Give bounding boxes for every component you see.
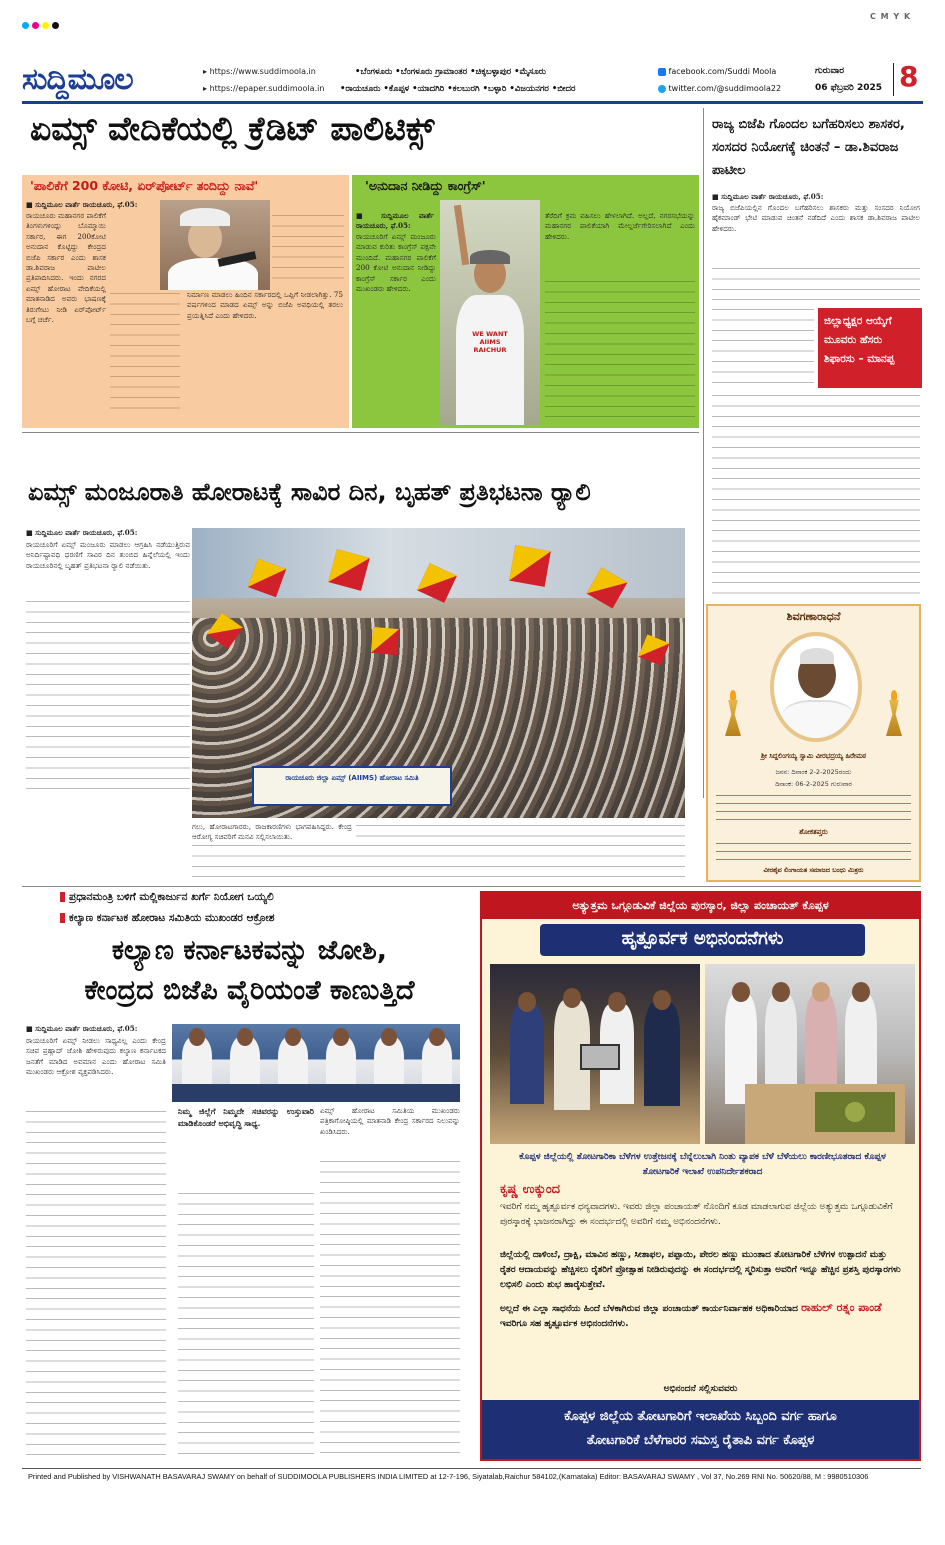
lamp-icon-left <box>724 690 742 740</box>
story2-byline: ■ ಸುದ್ದಿಮೂಲ ವಾರ್ತೆ ರಾಯಚೂರು, ಫೆ.05: <box>26 528 138 537</box>
story2-caption-text: ಗಲು, ಹೋರಾಟಗಾರರು, ರಾಜಕಾರಣಿಗಳು ಭಾಗವಹಿಸಿದ್ದರು. ಕೇಂದ್ರ ಆರೋಗ್ಯ ಸಚಿವರಿಗೆ ಮನವಿ ಸಲ್ಲಿಸಲಾಯಿತು. <box>192 822 352 842</box>
story1-headline <box>30 109 700 149</box>
story1-mid-column-lines <box>272 212 344 282</box>
story2-column-lines <box>26 598 190 796</box>
twitter-text: twitter.com/@suddimoola22 <box>668 84 782 93</box>
bullet-icon <box>60 913 65 923</box>
facebook-text: facebook.com/Suddi Moola <box>668 67 777 76</box>
story3-column-lines-c <box>320 1158 460 1460</box>
obituary-name: ಶ್ರೀ ಸಿದ್ದಲಿಂಗಯ್ಯ ಸ್ವಾಮಿ ವೀರಭದ್ರಯ್ಯ ಹಿರೇಮಠ <box>760 752 867 760</box>
ad-paragraph-4a: ಅಲ್ಲದೆ ಈ ಎಲ್ಲಾ ಸಾಧನೆಯ ಹಿಂದೆ ಬೆಳಕಾಗಿರುವ ಜಿಲ್ಲಾ ಪಂಚಾಯತ್ ಕಾರ್ಯನಿರ್ವಾಹಕ ಅಧಿಕಾರಿಯಾದ <box>500 1304 798 1314</box>
obituary-portrait <box>770 632 862 742</box>
speaker-photo-right <box>440 200 540 425</box>
editions-row-2: •ರಾಯಚೂರು •ಕೊಪ್ಪಳ •ಯಾದಗಿರಿ •ಕಲಬುರಗಿ •ಬಳ್ಳಾರಿ •ವಿಜಯನಗರ •ಬೀದರ <box>340 84 576 94</box>
imprint-rule <box>22 1468 921 1469</box>
story1-mid-text: ನಿರ್ಮಾಣ ಮಾಡಲು ಹಿಂದಿನ ಸರ್ಕಾರದಲ್ಲಿ ಒಪ್ಪಿಗೆ ನೀಡಲಾಗಿತ್ತು. 75 ವರ್ಷಗಳಿಂದ ಮಾಡದ ಏಮ್ಸ್ ಅನ್ನು ಬಿಜೆಪಿ ಅವಧಿಯಲ್ಲಿ ತರಲು ಪ್ರಯತ್ನಿಸಿದೆ ಎಂದು ಹೇಳಿದರು. <box>187 290 343 320</box>
ad-from-label: ಅಭಿನಂದನೆ ಸಲ್ಲಿಸುವವರು <box>663 1384 738 1394</box>
press-conference-photo <box>172 1024 460 1102</box>
story3-bullet-2-text: ಕಲ್ಯಾಣ ಕರ್ನಾಟಕ ಹೋರಾಟ ಸಮಿತಿಯ ಮುಖಂಡರ ಆಕ್ರೋಶ <box>69 912 275 924</box>
bullet-icon <box>60 892 65 902</box>
ad-paragraph-3: ಜಿಲ್ಲೆಯಲ್ಲಿ ದಾಳಿಂಬೆ, ದ್ರಾಕ್ಷಿ, ಮಾವಿನ ಹಣ್ಣು, ಸೀತಾಫಲ, ಪಪ್ಪಾಯಿ, ಪೇರಲ ಹಣ್ಣು ಮುಂತಾದ ತೋಟಗಾರಿಕೆ ಬೆಳೆಗಳ ಉತ್ಪಾದನೆ ಮತ್ತು ರೈತರ ಆದಾಯವನ್ನು ಹೆಚ್ಚಿಸಲು ರೈತರಿಗೆ ಪ್ರೋತ್ಸಾಹ ನೀಡಿರುವುದನ್ನು ಈ ಸಂದರ್ಭದಲ್ಲಿ ಸ್ಮರಿಸುತ್ತಾ ಅವರಿಗೆ ಇನ್ನೂ ಹೆಚ್ಚಿನ ಪ್ರಶಸ್ತಿ ಪುರಸ್ಕಾರಗಳು ಲಭಿಸಲಿ ಎಂದು ಶುಭ ಹಾರೈಸುತ್ತೇವೆ. <box>500 1250 901 1290</box>
story1-right-column-lines <box>545 278 695 423</box>
ad-photo-inspection <box>705 964 915 1144</box>
story3-bullet-1 <box>60 891 274 904</box>
issue-date: 06 ಫೆಬ್ರವರಿ 2025 <box>815 83 882 93</box>
story1-right-mid-text: ತೆರೆದಿಗೆ ಕ್ರಮ ವಹಿಸಲು ಹೇಳಲಾಗಿದೆ. ಅಲ್ಲದೆ, ನಗರಸಭೆಯನ್ನು ಮಹಾನಗರ ಪಾಲಿಕೆಯಾಗಿ ಮೇಲ್ದರ್ಜೆಗೇರಿಸಲಾಗಿದೆ ಎಂದು ಹೇಳಿದರು. <box>545 211 695 241</box>
story3-bullet-1-text: ಪ್ರಧಾನಮಂತ್ರಿ ಬಳಿಗೆ ಮಲ್ಲಿಕಾರ್ಜುನ ಖರ್ಗೆ ನಿಯೋಗ ಒಯ್ಯಲಿ <box>69 891 274 903</box>
story3-text2: ಏಮ್ಸ್ ಹೋರಾಟ ಸಮಿತಿಯ ಮುಖಂಡರು ಪತ್ರಿಕಾಗೋಷ್ಠಿಯಲ್ಲಿ ಮಾತನಾಡಿ ಕೇಂದ್ರ ಸರ್ಕಾರದ ನಿಲುವನ್ನು ಖಂಡಿಸಿದರು. <box>320 1106 460 1136</box>
editions-row-1: •ಬೆಂಗಳೂರು •ಬೆಂಗಳೂರು ಗ್ರಾಮಾಂತರ •ಚಿಕ್ಕಬಳ್ಳಾಪುರ •ಮೈಸೂರು <box>355 67 546 77</box>
obituary-family-label: ಶೋಕತಪ್ತರು <box>799 828 828 836</box>
story1-right-kicker: 'ಅನುದಾನ ನೀಡಿದ್ದು ಕಾಂಗ್ರೆಸ್' <box>365 178 486 193</box>
website-url-text: https://www.suddimoola.in <box>209 67 316 76</box>
story1-bottom-rule <box>22 432 699 433</box>
story3-headline-line2: ಕೇಂದ್ರದ ಬಿಜೆಪಿ ವೈರಿಯಂತೆ ಕಾಣುತ್ತಿದೆ <box>84 975 415 1006</box>
story3-headline-line1: ಕಲ್ಯಾಣ ಕರ್ನಾಟಕವನ್ನು ಜೋಶಿ, <box>111 935 388 966</box>
story1-left-text: ರಾಯಚೂರು ಮಹಾನಗರ ಪಾಲಿಕೆಗೆ ತಿಂಗಳುಗಳಿಂದ್ಲು ಬೊಮ್ಮಾಯಿ ಸರ್ಕಾರ, ಈಗ 200ಕೋಟಿ ಅನುದಾನ ಕೊಟ್ಟಿದ್ದು ಕೇಂದ್ರದ ಬಿಜೆಪಿ ಸರ್ಕಾರ ಎಂದು ಶಾಸಕ ಡಾ.ಶಿವರಾಜ ಪಾಟೀಲ ಪ್ರತಿಪಾದಿಸಿದರು. ಇಂದು ನಗರದ ಏಮ್ಸ್ ಹೋರಾಟ ವೇದಿಕೆಯಲ್ಲಿ ಮಾತನಾಡಿದ ಅವರು ಭಾಷಣಕ್ಕೆ ತಿರುಗೇಟು ನೀಡಿ ಏರ್‌ಪೋರ್ಟ್ ಬಗ್ಗೆ ಚರ್ಚೆ. <box>26 211 106 325</box>
issue-day: ಗುರುವಾರ <box>815 66 845 76</box>
obituary-line2: ದಿನಾಂಕ: 06-2-2025 ಗುರುವಾರ <box>775 780 852 788</box>
epaper-url[interactable]: ▸ https://epaper.suddimoola.in <box>203 84 325 93</box>
story3-column-lines-b <box>178 1190 314 1460</box>
sidebar-column-lines-c <box>712 392 920 594</box>
story3-column-lines-a <box>26 1108 166 1460</box>
rally-photo <box>192 528 685 818</box>
story2-headline: ಏಮ್ಸ್ ಮಂಜೂರಾತಿ ಹೋರಾಟಕ್ಕೆ ಸಾವಿರ ದಿನ, ಬೃಹತ್ ಪ್ರತಿಭಟನಾ ರ‍್ಯಾಲಿ <box>28 478 591 506</box>
rally-banner: ರಾಯಚೂರು ಜಿಲ್ಲಾ ಏಮ್ಸ್ (AIIMS) ಹೋರಾಟ ಸಮಿತಿ <box>252 766 452 806</box>
twitter-icon <box>658 85 666 93</box>
color-registration-dots <box>22 14 62 33</box>
ad-footer-line-2: ತೋಟಗಾರಿಕೆ ಬೆಳೆಗಾರರ ಸಮಸ್ತ ರೈತಾಪಿ ವರ್ಗ ಕೊಪ್ಪಳ <box>586 1433 815 1448</box>
sidebar-highlight-box: ಜಿಲ್ಲಾಧ್ಯಕ್ಷರ ಆಯ್ಕೆಗೆ ಮೂವರು ಹೆಸರು ಶಿಫಾರಸು – ಮಾನಪ್ಪ <box>818 308 922 388</box>
story3-bullet-2 <box>60 912 275 925</box>
story1-left-kicker: 'ಪಾಲಿಕೆಗೆ 200 ಕೋಟಿ, ಏರ್‌ಪೋರ್ಟ್ ತಂದಿದ್ದು ನಾವೆ' <box>30 178 259 193</box>
story3-byline: ■ ಸುದ್ದಿಮೂಲ ವಾರ್ತೆ ರಾಯಚೂರು, ಫೆ.05: <box>26 1024 138 1033</box>
obituary-line1: ಜನನ: ದಿನಾಂಕ 2-2-2025ರಂದು <box>775 768 852 776</box>
story2-text: ರಾಯಚೂರಿಗೆ ಏಮ್ಸ್ ಮಂಜೂರು ಮಾಡಲು ಆಗ್ರಹಿಸಿ ನಡೆಯುತ್ತಿರುವ ಅನಿರ್ದಿಷ್ಟಾವಧಿ ಧರಣಿಗೆ ಸಾವಿರ ದಿನ ತುಂಬಿದ ಹಿನ್ನೆಲೆಯಲ್ಲಿ ಇಂದು ರಾಯಚೂರಿನಲ್ಲಿ ಬೃಹತ್ ಪ್ರತಿಭಟನಾ ರ‍್ಯಾಲಿ ನಡೆಯಿತು. <box>26 540 190 570</box>
story1-right-text: ರಾಯಚೂರಿಗೆ ಏಮ್ಸ್ ಮಂಜೂರು ಮಾಡುವ ಕುರಿತು ಕಾಂಗ್ರೆಸ್ ಪಕ್ಷವೇ ಮುಂದಿದೆ. ಮಹಾನಗರ ಪಾಲಿಕೆಗೆ 200 ಕೋಟಿ ಅನುದಾನ ನೀಡಿದ್ದು ಕಾಂಗ್ರೆಸ್ ಸರ್ಕಾರ ಎಂದು ಮುಖಂಡರು ಹೇಳಿದರು. <box>356 232 436 294</box>
story2-bottom-rule <box>22 886 921 887</box>
obituary-title: ಶಿವಗಣಾರಾಧನೆ <box>786 610 841 623</box>
story1-headline-text: ಏಮ್ಸ್ ವೇದಿಕೆಯಲ್ಲಿ ಕ್ರೆಡಿಟ್ ಪಾಲಿಟಿಕ್ಸ್ <box>30 109 435 148</box>
ad-top-banner: ಅತ್ಯುತ್ತಮ ಒಗ್ಗೂಡುವಿಕೆ ಜಿಲ್ಲೆಯ ಪುರಸ್ಕಾರ, ಜಿಲ್ಲಾ ಪಂಚಾಯತ್ ಕೊಪ್ಪಳ <box>482 893 919 919</box>
story1-right-byline: ■ ಸುದ್ದಿಮೂಲ ವಾರ್ತೆ ರಾಯಚೂರು, ಫೆ.05: <box>356 211 434 231</box>
ad-paragraph-1: ಕೊಪ್ಪಳ ಜಿಲ್ಲೆಯಲ್ಲಿ ತೋಟಗಾರಿಕಾ ಬೆಳೆಗಳ ಉತ್ತೇಜನಕ್ಕೆ ಬೆನ್ನೆಲುಬಾಗಿ ನಿಂತು ವ್ಯಾಪಕ ಬೆಳೆ ಬೆಳೆಯಲು ಕಾರಣೀಭೂತರಾದ ಕೊಪ್ಪಳ ತೋಟಗಾರಿಕೆ ಇಲಾಖೆ ಉಪನಿರ್ದೇಶಕರಾದ <box>519 1152 886 1177</box>
obituary-family-lines <box>716 840 911 862</box>
header-date-divider <box>893 63 894 96</box>
ad-name-1: ಕೃಷ್ಣ ಉಕ್ಕುಂದ <box>500 1182 560 1197</box>
story1-left-column-lines <box>110 290 180 418</box>
obituary-footer: ವೀರಶೈವ ಲಿಂಗಾಯತ ಸಮಾಜದ ಬಂಧು ಮಿತ್ರರು <box>763 866 864 874</box>
facebook-icon <box>658 68 666 76</box>
page-number: 8 <box>899 60 919 93</box>
story3-pullquote: ನಿಮ್ಮ ಜಿಲ್ಲೆಗೆ ನಿಮ್ಮದೇ ಸಚಿವರನ್ನು ಉಸ್ತುವಾರಿ ಮಾಡಿಕೊಂಡರೆ ಅಭಿವೃದ್ಧಿ ಸಾಧ್ಯ. <box>178 1106 314 1128</box>
story3-text: ರಾಯಚೂರಿಗೆ ಏಮ್ಸ್ ನೀಡಲು ಸಾಧ್ಯವಿಲ್ಲ ಎಂದು ಕೇಂದ್ರ ಸಚಿವ ಪ್ರಹ್ಲಾದ್ ಜೋಶಿ ಹೇಳಿರುವುದು ಕಲ್ಯಾಣ ಕರ್ನಾಟಕದ ಜನತೆಗೆ ಮಾಡಿದ ಅವಮಾನ ಎಂದು ಹೋರಾಟ ಸಮಿತಿ ಮುಖಂಡರು ಆಕ್ರೋಶ ವ್ಯಕ್ತಪಡಿಸಿದರು. <box>26 1036 166 1077</box>
ad-paragraph-2: ಇವರಿಗೆ ನಮ್ಮ ಹೃತ್ಪೂರ್ವಕ ಧನ್ಯವಾದಗಳು. ಇವರು ಜಿಲ್ಲಾ ಪಂಚಾಯತ್ ನೊಂದಿಗೆ ಕೂಡ ಮಾಡಲಾಗುವ ಜಿಲ್ಲೆಯ ಅತ್ಯುತ್ತಮ ಒಗ್ಗೂಡುವಿಕೆಗೆ ಪುರಸ್ಕಾರಕ್ಕೆ ಭಾಜನರಾಗಿದ್ದು ಈ ಸಂದರ್ಭದಲ್ಲಿ ಅವರಿಗೆ ನಮ್ಮ ಅಭಿನಂದನೆಗಳು. <box>500 1202 893 1227</box>
ad-footer-band <box>482 1400 919 1459</box>
website-url[interactable]: ▸ https://www.suddimoola.in <box>203 67 316 76</box>
story2-caption-lines-b <box>356 822 685 842</box>
masthead-rule <box>22 101 923 104</box>
ad-footer-line-1: ಕೊಪ್ಪಳ ಜಿಲ್ಲೆಯ ತೋಟಗಾರಿಗೆ ಇಲಾಖೆಯ ಸಿಬ್ಬಂದಿ ವರ್ಗ ಹಾಗೂ <box>564 1409 837 1424</box>
ad-photo-award <box>490 964 700 1144</box>
obituary-details-lines <box>716 792 911 824</box>
imprint-line: Printed and Published by VISHWANATH BASAVARAJ SWAMY on behalf of SUDDIMOOLA PUBLISHERS INDIA LIMITED at 12-7-196, Siyatalab,Raichur 584102,(Karnataka) Editor: BASAVARAJ SWAMY , Vol 37, No.269 RNI No. 50620/88, M : 9980510306 <box>28 1472 869 1481</box>
sidebar-text: ರಾಜ್ಯ ಬಿಜೆಪಿಯಲ್ಲಿನ ಗೊಂದಲ ಬಗೆಹರಿಸಲು ಶಾಸಕರು ಮತ್ತು ಸಂಸದರ ನಿಯೋಗ ಹೈಕಮಾಂಡ್ ಭೇಟಿ ಮಾಡುವ ಚಿಂತನೆ ನಡೆದಿದೆ ಎಂದು ಶಾಸಕ ಡಾ.ಶಿವರಾಜ ಪಾಟೀಲ ಹೇಳಿದರು. <box>712 203 920 233</box>
sidebar-column-lines-b <box>712 306 814 386</box>
speaker-photo-left <box>160 200 270 290</box>
lamp-icon-right <box>885 690 903 740</box>
twitter-link[interactable] <box>658 84 781 93</box>
protest-placard: WE WANT AIIMS RAICHUR <box>472 330 508 354</box>
cmyk-marker: C M Y K <box>870 12 912 21</box>
sidebar-column-lines-a <box>712 265 920 305</box>
ad-name-2: ರಾಹುಲ್ ರತ್ನಂ ಪಾಂಡೆ <box>801 1301 882 1314</box>
sidebar-divider <box>703 108 704 798</box>
story1-left-byline: ■ ಸುದ್ದಿಮೂಲ ವಾರ್ತೆ ರಾಯಚೂರು, ಫೆ.05: <box>26 200 138 209</box>
ad-paragraph-4b: ಇವರಿಗೂ ಸಹ ಹೃತ್ಪೂರ್ವಕ ಅಭಿನಂದನೆಗಳು. <box>500 1319 629 1329</box>
masthead-logo[interactable]: ಸುದ್ದಿಮೂಲ <box>22 62 133 97</box>
story2-caption-lines <box>192 842 685 882</box>
sidebar-byline: ■ ಸುದ್ದಿಮೂಲ ವಾರ್ತೆ ರಾಯಚೂರು, ಫೆ.05: <box>712 192 824 201</box>
ad-paragraph-4 <box>500 1300 905 1332</box>
epaper-url-text: https://epaper.suddimoola.in <box>209 84 325 93</box>
ad-title: ಹೃತ್ಪೂರ್ವಕ ಅಭಿನಂದನೆಗಳು <box>540 924 865 956</box>
sidebar-headline: ರಾಜ್ಯ ಬಿಜೆಪಿ ಗೊಂದಲ ಬಗೆಹರಿಸಲು ಶಾಸಕರ, ಸಂಸದರ ನಿಯೋಗಕ್ಕೆ ಚಿಂತನೆ – ಡಾ.ಶಿವರಾಜ ಪಾಟೀಲ <box>712 117 905 178</box>
facebook-link[interactable] <box>658 67 776 76</box>
